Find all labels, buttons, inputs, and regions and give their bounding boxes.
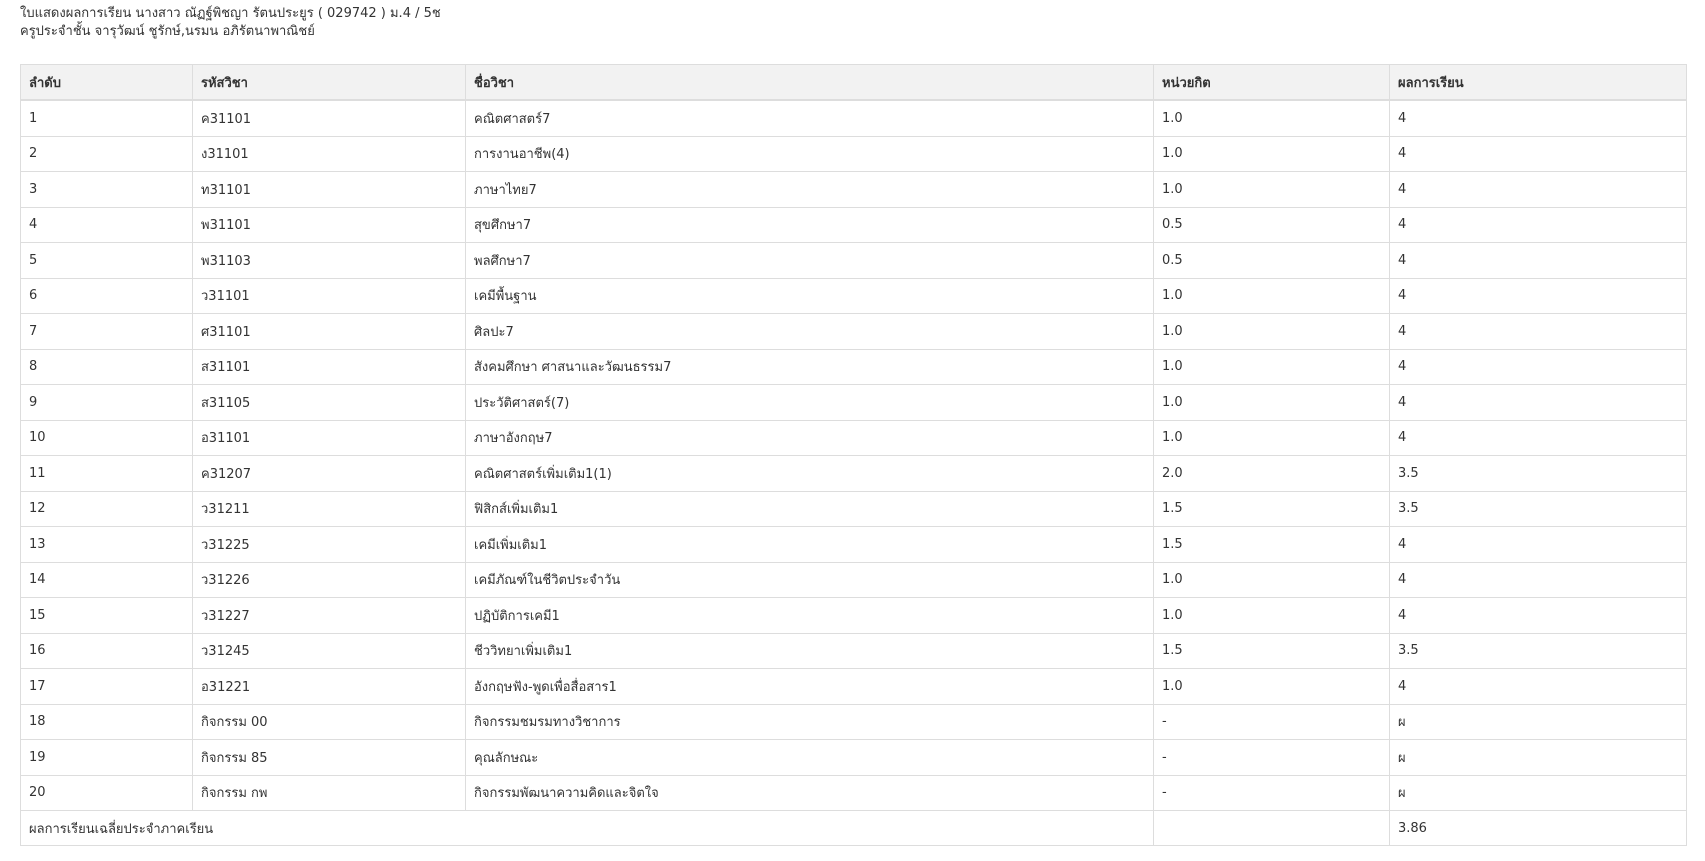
cell-subject-code: ส31105 bbox=[193, 385, 466, 421]
cell-no: 13 bbox=[21, 527, 193, 563]
report-title: ใบแสดงผลการเรียน นางสาว ณัฏฐ์พิชญา รัตนประยูร ( 029742 ) ม.4 / 5ช bbox=[20, 6, 441, 21]
cell-credit: 1.0 bbox=[1154, 669, 1390, 705]
cell-subject-code: ว31101 bbox=[193, 278, 466, 314]
cell-no: 16 bbox=[21, 633, 193, 669]
cell-credit: - bbox=[1154, 775, 1390, 811]
table-row bbox=[21, 562, 1687, 598]
cell-credit: 1.0 bbox=[1154, 100, 1390, 136]
cell-credit: 1.0 bbox=[1154, 562, 1390, 598]
cell-subject-name: ปฏิบัติการเคมี1 bbox=[466, 598, 1154, 634]
cell-grade: 4 bbox=[1390, 278, 1687, 314]
homeroom-teachers: ครูประจำชั้น จารุวัฒน์ ชูรักษ์,นรมน อภิรัตนาพาณิชย์ bbox=[20, 24, 315, 39]
cell-credit: 1.5 bbox=[1154, 527, 1390, 563]
cell-grade: 4 bbox=[1390, 349, 1687, 385]
cell-subject-code: ศ31101 bbox=[193, 314, 466, 350]
cell-credit: 1.0 bbox=[1154, 314, 1390, 350]
cell-grade: 4 bbox=[1390, 527, 1687, 563]
cell-no: 15 bbox=[21, 598, 193, 634]
column-header-name: ชื่อวิชา bbox=[466, 65, 1154, 101]
cell-subject-code: ค31101 bbox=[193, 100, 466, 136]
cell-subject-code: กิจกรรม 85 bbox=[193, 740, 466, 776]
gpa-value: 3.86 bbox=[1390, 811, 1687, 846]
column-header-credit: หน่วยกิต bbox=[1154, 65, 1390, 101]
cell-subject-name: ศิลปะ7 bbox=[466, 314, 1154, 350]
table-row bbox=[21, 420, 1687, 456]
cell-subject-name: คณิตศาสตร์7 bbox=[466, 100, 1154, 136]
cell-no: 4 bbox=[21, 207, 193, 243]
cell-no: 18 bbox=[21, 704, 193, 740]
cell-subject-name: ประวัติศาสตร์(7) bbox=[466, 385, 1154, 421]
column-header-no: ลำดับ bbox=[21, 65, 193, 101]
report-header bbox=[20, 5, 441, 41]
gpa-label: ผลการเรียนเฉลี่ยประจำภาคเรียน bbox=[21, 811, 1154, 846]
grades-table bbox=[20, 64, 1687, 846]
gpa-credit-empty bbox=[1154, 811, 1390, 846]
cell-grade: 3.5 bbox=[1390, 633, 1687, 669]
cell-no: 5 bbox=[21, 243, 193, 279]
cell-credit: 1.5 bbox=[1154, 491, 1390, 527]
cell-no: 11 bbox=[21, 456, 193, 492]
table-row bbox=[21, 136, 1687, 172]
cell-no: 12 bbox=[21, 491, 193, 527]
cell-no: 6 bbox=[21, 278, 193, 314]
table-header-row bbox=[21, 65, 1687, 101]
cell-subject-name: เคมีภัณฑ์ในชีวิตประจำวัน bbox=[466, 562, 1154, 598]
table-row bbox=[21, 385, 1687, 421]
gpa-row bbox=[21, 811, 1687, 846]
cell-no: 3 bbox=[21, 172, 193, 208]
cell-grade: 4 bbox=[1390, 385, 1687, 421]
cell-subject-name: กิจกรรมพัฒนาความคิดและจิตใจ bbox=[466, 775, 1154, 811]
cell-subject-code: พ31103 bbox=[193, 243, 466, 279]
cell-credit: 1.5 bbox=[1154, 633, 1390, 669]
cell-subject-name: พลศึกษา7 bbox=[466, 243, 1154, 279]
table-row bbox=[21, 172, 1687, 208]
table-row bbox=[21, 100, 1687, 136]
cell-subject-code: ว31225 bbox=[193, 527, 466, 563]
cell-subject-name: สุขศึกษา7 bbox=[466, 207, 1154, 243]
cell-subject-code: ท31101 bbox=[193, 172, 466, 208]
table-row bbox=[21, 456, 1687, 492]
cell-subject-name: อังกฤษฟัง-พูดเพื่อสื่อสาร1 bbox=[466, 669, 1154, 705]
table-row bbox=[21, 527, 1687, 563]
table-row bbox=[21, 314, 1687, 350]
cell-subject-name: เคมีพื้นฐาน bbox=[466, 278, 1154, 314]
cell-credit: 1.0 bbox=[1154, 278, 1390, 314]
cell-subject-code: ว31245 bbox=[193, 633, 466, 669]
cell-no: 20 bbox=[21, 775, 193, 811]
table-row bbox=[21, 598, 1687, 634]
cell-grade: 4 bbox=[1390, 100, 1687, 136]
cell-subject-code: กิจกรรม กพ bbox=[193, 775, 466, 811]
table-row bbox=[21, 278, 1687, 314]
cell-grade: ผ bbox=[1390, 704, 1687, 740]
cell-subject-code: อ31221 bbox=[193, 669, 466, 705]
cell-credit: 1.0 bbox=[1154, 385, 1390, 421]
cell-grade: 4 bbox=[1390, 207, 1687, 243]
cell-no: 2 bbox=[21, 136, 193, 172]
column-header-code: รหัสวิชา bbox=[193, 65, 466, 101]
table-row bbox=[21, 349, 1687, 385]
cell-grade: 4 bbox=[1390, 314, 1687, 350]
cell-grade: 3.5 bbox=[1390, 491, 1687, 527]
cell-grade: 4 bbox=[1390, 598, 1687, 634]
cell-subject-name: การงานอาชีพ(4) bbox=[466, 136, 1154, 172]
cell-no: 1 bbox=[21, 100, 193, 136]
cell-subject-name: กิจกรรมชมรมทางวิชาการ bbox=[466, 704, 1154, 740]
table-row bbox=[21, 669, 1687, 705]
table-row bbox=[21, 633, 1687, 669]
cell-subject-code: ส31101 bbox=[193, 349, 466, 385]
cell-no: 10 bbox=[21, 420, 193, 456]
cell-subject-code: กิจกรรม 00 bbox=[193, 704, 466, 740]
cell-credit: 1.0 bbox=[1154, 136, 1390, 172]
cell-subject-code: ค31207 bbox=[193, 456, 466, 492]
cell-subject-name: ชีววิทยาเพิ่มเติม1 bbox=[466, 633, 1154, 669]
column-header-grade: ผลการเรียน bbox=[1390, 65, 1687, 101]
cell-no: 19 bbox=[21, 740, 193, 776]
cell-credit: - bbox=[1154, 704, 1390, 740]
cell-subject-code: อ31101 bbox=[193, 420, 466, 456]
cell-subject-name: เคมีเพิ่มเติม1 bbox=[466, 527, 1154, 563]
cell-grade: 4 bbox=[1390, 669, 1687, 705]
cell-no: 7 bbox=[21, 314, 193, 350]
cell-subject-code: พ31101 bbox=[193, 207, 466, 243]
cell-credit: 1.0 bbox=[1154, 598, 1390, 634]
cell-subject-name: ฟิสิกส์เพิ่มเติม1 bbox=[466, 491, 1154, 527]
cell-grade: 4 bbox=[1390, 172, 1687, 208]
cell-subject-code: ว31226 bbox=[193, 562, 466, 598]
cell-credit: - bbox=[1154, 740, 1390, 776]
cell-grade: ผ bbox=[1390, 740, 1687, 776]
table-row bbox=[21, 740, 1687, 776]
cell-grade: ผ bbox=[1390, 775, 1687, 811]
cell-grade: 4 bbox=[1390, 243, 1687, 279]
cell-no: 17 bbox=[21, 669, 193, 705]
cell-credit: 0.5 bbox=[1154, 207, 1390, 243]
cell-no: 8 bbox=[21, 349, 193, 385]
cell-credit: 0.5 bbox=[1154, 243, 1390, 279]
table-row bbox=[21, 775, 1687, 811]
cell-subject-code: ง31101 bbox=[193, 136, 466, 172]
cell-subject-code: ว31227 bbox=[193, 598, 466, 634]
cell-grade: 4 bbox=[1390, 420, 1687, 456]
cell-no: 9 bbox=[21, 385, 193, 421]
cell-subject-name: ภาษาไทย7 bbox=[466, 172, 1154, 208]
cell-grade: 4 bbox=[1390, 562, 1687, 598]
cell-credit: 2.0 bbox=[1154, 456, 1390, 492]
cell-credit: 1.0 bbox=[1154, 349, 1390, 385]
cell-subject-name: คุณลักษณะ bbox=[466, 740, 1154, 776]
table-row bbox=[21, 491, 1687, 527]
table-row bbox=[21, 207, 1687, 243]
cell-subject-name: ภาษาอังกฤษ7 bbox=[466, 420, 1154, 456]
cell-credit: 1.0 bbox=[1154, 172, 1390, 208]
cell-subject-name: สังคมศึกษา ศาสนาและวัฒนธรรม7 bbox=[466, 349, 1154, 385]
table-row bbox=[21, 704, 1687, 740]
cell-no: 14 bbox=[21, 562, 193, 598]
cell-grade: 4 bbox=[1390, 136, 1687, 172]
table-row bbox=[21, 243, 1687, 279]
cell-grade: 3.5 bbox=[1390, 456, 1687, 492]
table-body bbox=[21, 100, 1687, 811]
cell-credit: 1.0 bbox=[1154, 420, 1390, 456]
cell-subject-name: คณิตศาสตร์เพิ่มเติม1(1) bbox=[466, 456, 1154, 492]
cell-subject-code: ว31211 bbox=[193, 491, 466, 527]
